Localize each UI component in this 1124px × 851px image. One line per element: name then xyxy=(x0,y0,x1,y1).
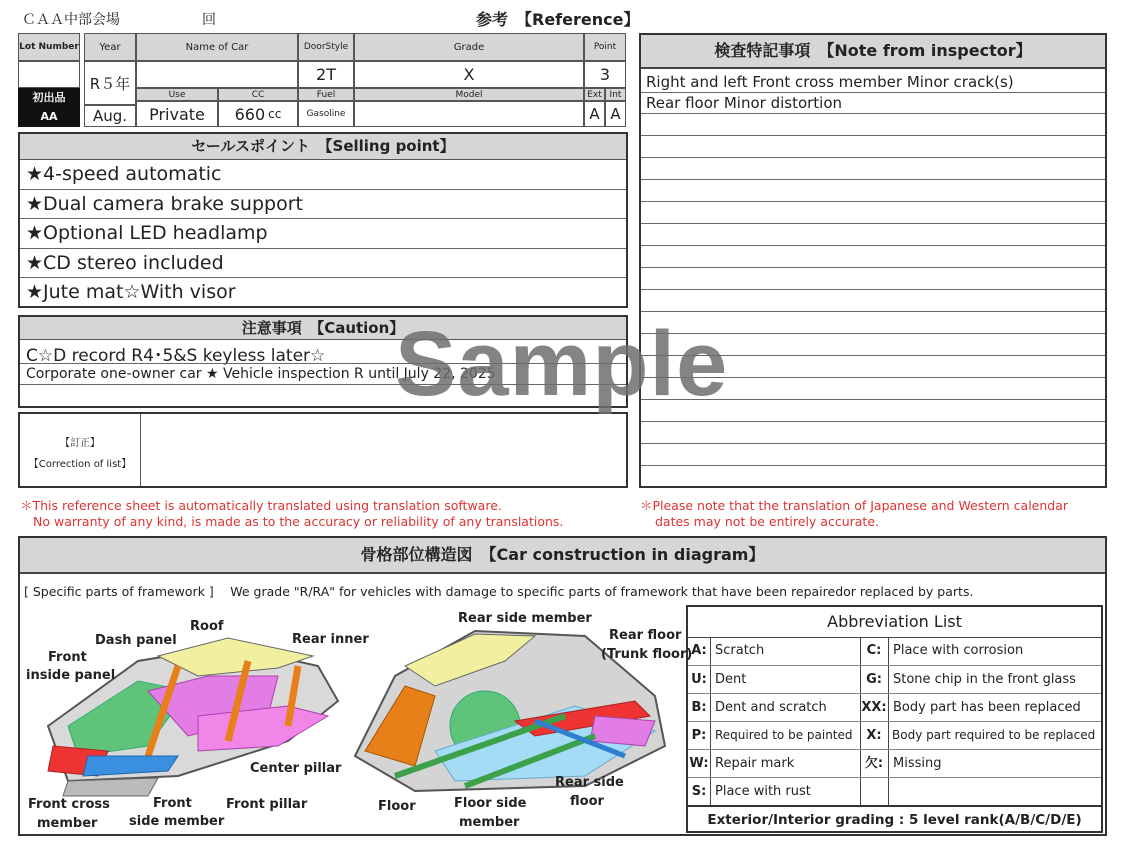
inspector-note: Rear floor Minor distortion xyxy=(646,94,843,112)
lot-number-label: Lot Number xyxy=(18,33,80,61)
selling-point-title: セールスポイント 【Selling point】 xyxy=(20,134,626,160)
abbrev-left-column xyxy=(688,637,861,805)
correction-label xyxy=(20,414,141,486)
cc-unit: cc xyxy=(268,107,282,121)
abbrev-row xyxy=(688,694,860,722)
label-front-side-member-2: side member xyxy=(129,814,225,829)
label-rear-side-floor-1: Rear side xyxy=(555,775,624,790)
abbrev-value: Stone chip in the front glass xyxy=(893,672,1076,687)
caution-line-2: Corporate one-owner car ★ Vehicle inspection R until July 22, 2025 xyxy=(26,366,496,382)
fuel-value: Gasoline xyxy=(298,101,354,127)
inspector-notes-box xyxy=(639,33,1107,488)
diagram-title: 骨格部位構造図 【Car construction in diagram】 xyxy=(20,538,1105,574)
inspector-note: Right and left Front cross member Minor crack(s) xyxy=(646,73,1014,91)
abbrev-row xyxy=(688,722,860,750)
label-floor-side-member-1: Floor side xyxy=(454,796,527,811)
use-label: Use xyxy=(136,88,218,101)
diagram-box xyxy=(18,536,1107,836)
doorstyle-value: 2T xyxy=(298,61,354,88)
abbrev-key: B: xyxy=(691,700,707,715)
abbrev-row xyxy=(688,750,860,778)
abbrev-row xyxy=(688,637,860,666)
abbrev-row xyxy=(860,637,1101,666)
abbrev-value: Dent xyxy=(715,672,747,687)
int-value: A xyxy=(605,101,626,127)
doorstyle-label: DoorStyle xyxy=(298,33,354,61)
abbrev-key: W: xyxy=(689,756,709,771)
fuel-label: Fuel xyxy=(298,88,354,101)
label-front-pillar: Front pillar xyxy=(226,797,308,812)
abbrev-row xyxy=(688,666,860,694)
selling-point-item: ★CD stereo included xyxy=(26,251,224,274)
car-info-table xyxy=(18,33,626,127)
use-value: Private xyxy=(136,101,218,127)
cc-label: CC xyxy=(218,88,298,101)
abbrev-row xyxy=(860,722,1101,750)
label-rear-side-member: Rear side member xyxy=(458,611,592,626)
diagram-note: [ Specific parts of framework ] We grade "R/RA" for vehicles with damage to specific parts of framework that have been repairedor replaced by parts. xyxy=(24,584,974,599)
reference-title: 参考 【Reference】 xyxy=(476,10,640,29)
abbrev-key: U: xyxy=(691,672,707,687)
selling-point-box xyxy=(18,132,628,308)
label-front-inside-panel-2: inside panel xyxy=(26,668,116,683)
caution-title: 注意事項 【Caution】 xyxy=(20,317,626,340)
label-floor: Floor xyxy=(378,799,416,814)
point-value: 3 xyxy=(584,61,626,88)
aa-debut-badge xyxy=(18,88,80,127)
abbrev-key: X: xyxy=(866,728,882,743)
abbrev-key: G: xyxy=(866,672,882,687)
disclaimer-right-1: ＊Please note that the translation of Japanese and Western calendar xyxy=(640,498,1069,513)
label-dash-panel: Dash panel xyxy=(95,633,177,648)
round-label: 回 xyxy=(202,12,216,28)
name-label: Name of Car xyxy=(136,33,298,61)
abbrev-key: XX: xyxy=(861,700,887,715)
grade-value: X xyxy=(354,61,584,88)
label-rear-side-floor-2: floor xyxy=(570,794,604,809)
abbrev-key: P: xyxy=(691,728,707,743)
abbrev-row xyxy=(860,750,1101,778)
debut-en: AA xyxy=(40,110,58,123)
correction-box xyxy=(18,412,628,488)
disclaimer-left-2: No warranty of any kind, is made as to the accuracy or reliability of any translations. xyxy=(33,514,564,529)
abbrev-title: Abbreviation List xyxy=(688,607,1101,638)
abbrev-value: Place with corrosion xyxy=(893,643,1024,658)
label-roof: Roof xyxy=(190,619,224,634)
abbrev-row-empty xyxy=(860,778,1101,805)
abbrev-value: Scratch xyxy=(715,643,765,658)
selling-point-item: ★Jute mat☆With visor xyxy=(26,281,236,303)
abbreviation-list xyxy=(686,605,1103,833)
label-front-side-member-1: Front xyxy=(153,796,192,811)
abbrev-value: Required to be painted xyxy=(715,728,853,742)
grade-label: Grade xyxy=(354,33,584,61)
abbrev-row xyxy=(860,666,1101,694)
model-label: Model xyxy=(354,88,584,101)
ext-value: A xyxy=(584,101,605,127)
abbrev-key: C: xyxy=(866,643,882,658)
caution-line-1: C☆D record R4･5&S keyless later☆ xyxy=(26,346,326,366)
month-value: Aug. xyxy=(84,105,136,127)
abbrev-right-column xyxy=(860,637,1101,805)
model-value xyxy=(354,101,584,127)
label-rear-floor-2: (Trunk floor) xyxy=(601,647,693,662)
abbrev-value: Missing xyxy=(893,756,942,771)
abbrev-value: Repair mark xyxy=(715,756,795,771)
point-label: Point xyxy=(584,33,626,61)
label-front-cross-member-1: Front cross xyxy=(28,797,110,812)
label-center-pillar: Center pillar xyxy=(250,761,342,776)
label-rear-inner: Rear inner xyxy=(292,632,369,647)
name-value xyxy=(136,61,298,88)
abbrev-row xyxy=(860,694,1101,722)
cc-value xyxy=(218,101,298,127)
abbrev-value: Dent and scratch xyxy=(715,700,827,715)
selling-point-item: ★Optional LED headlamp xyxy=(26,222,268,244)
label-rear-floor-1: Rear floor xyxy=(609,628,682,643)
ext-label: Ext xyxy=(584,88,605,101)
sample-watermark: Sample xyxy=(395,313,729,415)
label-floor-side-member-2: member xyxy=(459,815,520,830)
abbrev-key: S: xyxy=(691,784,707,799)
abbrev-value: Place with rust xyxy=(715,784,811,799)
correction-label-jp: 【訂正】 xyxy=(60,438,100,449)
correction-label-en: 【Correction of list】 xyxy=(28,459,132,470)
abbrev-row xyxy=(688,778,860,805)
cc-number: 660 xyxy=(234,104,266,124)
abbrev-key: 欠: xyxy=(864,756,884,771)
abbrev-key: A: xyxy=(691,643,707,658)
abbrev-value: Body part has been replaced xyxy=(893,700,1081,715)
debut-jp: 初出品 xyxy=(32,91,66,104)
label-front-inside-panel-1: Front xyxy=(48,650,87,665)
lot-number-value xyxy=(18,61,80,88)
venue-name: ＣＡＡ中部会場 xyxy=(22,12,120,28)
inspector-title: 検査特記事項 【Note from inspector】 xyxy=(641,35,1105,69)
selling-point-item: ★Dual camera brake support xyxy=(26,192,303,215)
abbrev-value: Body part required to be replaced xyxy=(892,728,1096,742)
caution-box xyxy=(18,315,628,408)
disclaimer-left-1: ＊This reference sheet is automatically translated using translation software. xyxy=(20,498,502,513)
selling-point-list xyxy=(26,160,303,308)
selling-point-item: ★4-speed automatic xyxy=(26,163,222,185)
grading-note: Exterior/Interior grading : 5 level rank(A/B/C/D/E) xyxy=(688,805,1101,833)
int-label: Int xyxy=(605,88,626,101)
year-value: R５年 xyxy=(84,61,136,105)
label-front-cross-member-2: member xyxy=(37,816,98,831)
disclaimer-right-2: dates may not be entirely accurate. xyxy=(655,514,879,529)
year-label: Year xyxy=(84,33,136,61)
